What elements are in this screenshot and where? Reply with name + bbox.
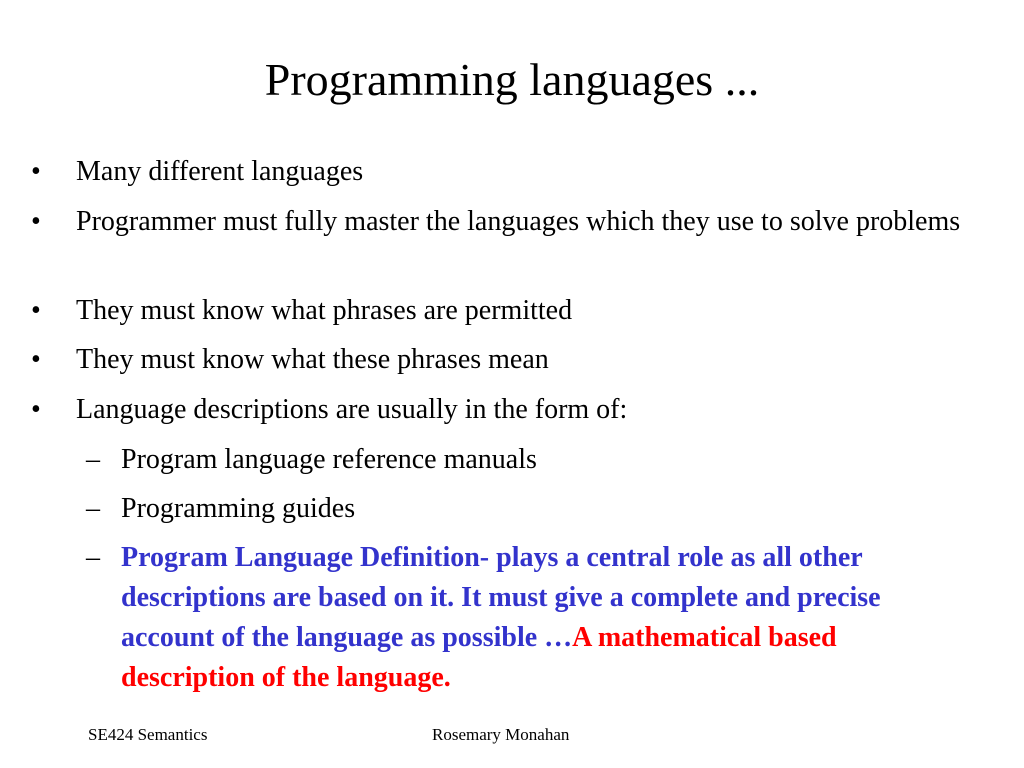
sub-bullet-marker: – xyxy=(86,493,100,524)
bullet-marker: • xyxy=(31,206,41,237)
bullet-item-5 xyxy=(31,390,966,430)
bullet-text: Language descriptions are usually in the form of: xyxy=(76,394,628,425)
bullet-item-2 xyxy=(31,202,966,242)
bullet-item-1 xyxy=(31,152,966,192)
bullet-marker: • xyxy=(31,394,41,425)
sub-bullet-item-2 xyxy=(86,489,971,529)
sub-bullet-text: Program language reference manuals xyxy=(121,444,537,475)
bullet-marker: • xyxy=(31,156,41,187)
sub-bullet-marker: – xyxy=(86,444,100,475)
bullet-text: They must know what these phrases mean xyxy=(76,344,549,375)
bullet-item-3 xyxy=(31,291,966,331)
footer-course: SE424 Semantics xyxy=(88,725,208,744)
definition-red-text: A mathematical based description of the language. xyxy=(121,622,837,693)
sub-bullet-item-definition xyxy=(86,538,971,698)
bullet-item-4 xyxy=(31,340,966,380)
sub-bullet-marker: – xyxy=(86,542,100,573)
sub-bullet-text: Programming guides xyxy=(121,493,356,524)
bullet-marker: • xyxy=(31,295,41,326)
sub-bullet-item-1 xyxy=(86,440,971,480)
bullet-text: Programmer must fully master the languages which they use to solve problems xyxy=(76,206,961,237)
bullet-text: They must know what phrases are permitted xyxy=(76,295,573,326)
bullet-text: Many different languages xyxy=(76,156,364,187)
slide-title: Programming languages ... xyxy=(264,54,760,105)
footer-author: Rosemary Monahan xyxy=(432,725,570,744)
bullet-marker: • xyxy=(31,344,41,375)
definition-blue-text: Program Language Definition- plays a central role as all other descriptions are based on it. It must give a complete and precise account of the language as possible … xyxy=(121,542,881,653)
